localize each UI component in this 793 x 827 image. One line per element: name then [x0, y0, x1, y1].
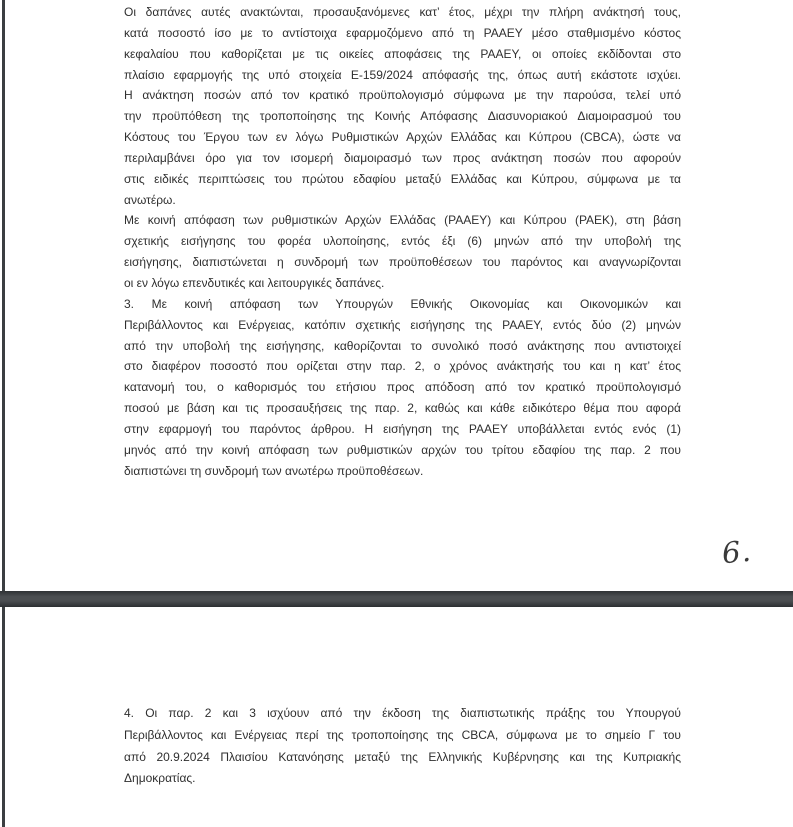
text-line: κατά ποσοστό ίσο με το αντίστοιχα εφαρμοζόμενο από τη ΡΑΑΕΥ μέσο σταθμισμένο κόστος: [124, 25, 681, 40]
text-line: ποσού με βάση και τις προσαυξήσεις της παρ. 2, καθώς και κάθε ειδικότερο θέμα που αφορά: [124, 401, 681, 416]
handwritten-page-number: 6.: [720, 533, 754, 571]
text-line: στην εφαρμογή του παρόντος άρθρου. Η εισήγηση της ΡΑΑΕΥ υποβάλλεται εντός ενός (1): [124, 421, 681, 436]
text-line: Με κοινή απόφαση των ρυθμιστικών Αρχών Ελλάδας (ΡΑΑΕΥ) και Κύπρου (ΡΑΕΚ), στη βάση: [124, 213, 681, 228]
page-separator-bar: [0, 591, 793, 607]
text-line: την προϋπόθεση της τροποποίησης της Κοινής Απόφασης Διασυνοριακού Διαμοιρασμού του: [124, 109, 681, 124]
text-line: οι εν λόγω επενδυτικές και λειτουργικές δαπάνες.: [124, 275, 385, 290]
text-line: 4. Οι παρ. 2 και 3 ισχύουν από την έκδοση της διαπιστωτικής πράξης του Υπουργού: [124, 706, 681, 720]
scan-left-edge-line: [2, 0, 5, 827]
page-bottom-text-block: [124, 703, 681, 790]
text-line: στο διαφέρον ποσοστό που ορίζεται στην παρ. 2, ο χρόνος ανάκτησής του και η κατ’ έτος: [124, 359, 681, 374]
text-line: εισήγησης, διαπιστώνεται η συνδρομή των προϋποθέσεων του παρόντος και αναγνωρίζονται: [124, 255, 681, 270]
text-line: Περιβάλλοντος και Ενέργειας, κατόπιν σχετικής εισήγησης της ΡΑΑΕΥ, εντός δύο (2) μηνών: [124, 317, 681, 332]
page-top-text-block: [124, 2, 681, 481]
text-line: Η ανάκτηση ποσών από τον κρατικό προϋπολογισμό σύμφωνα με την παρούσα, τελεί υπό: [124, 88, 681, 103]
text-line: σχετικής εισήγησης του φορέα υλοποίησης, εντός έξι (6) μηνών από την υποβολή της: [124, 234, 681, 249]
text-line: πλαίσιο εφαρμογής της υπό στοιχεία Ε-159/2024 απόφασής της, όπως αυτή εκάστοτε ισχύει.: [124, 67, 681, 82]
text-line: κεφαλαίου που καθορίζεται με τις οικείες αποφάσεις της ΡΑΑΕΥ, οι οποίες εκδίδονται στο: [124, 46, 681, 61]
text-line: 3. Με κοινή απόφαση των Υπουργών Εθνικής Οικονομίας και Οικονομικών και: [124, 296, 681, 311]
text-line: Περιβάλλοντος και Ενέργειας περί της τροποποίησης της CBCA, σύμφωνα με το σημείο Γ του: [124, 727, 681, 742]
text-line: περιλαμβάνει όρο για τον ισομερή διαμοιρασμό των προς ανάκτηση ποσών που αφορούν: [124, 150, 681, 165]
text-line: από την υποβολή της εισήγησης, καθορίζονται το συνολικό ποσό ανάκτησης που αντιστοιχεί: [124, 338, 681, 353]
text-line: ανωτέρω.: [124, 192, 176, 207]
text-line: μηνός από την κοινή απόφαση των ρυθμιστικών αρχών του τρίτου εδαφίου της παρ. 2 που: [124, 442, 681, 457]
text-line: Δημοκρατίας.: [124, 771, 196, 786]
document-page-bottom: [0, 607, 793, 827]
text-line: Κόστους του Έργου των εν λόγω Ρυθμιστικών Αρχών Ελλάδας και Κύπρου (CBCA), ώστε να: [124, 130, 681, 145]
text-line: διαπιστώνει τη συνδρομή των ανωτέρω προϋποθέσεων.: [124, 463, 424, 478]
text-line: κατανομή του, ο καθορισμός του ετήσιου προς απόδοση από τον κρατικό προϋπολογισμό: [124, 380, 681, 395]
text-line: Οι δαπάνες αυτές ανακτώνται, προσαυξανόμενες κατ’ έτος, μέχρι την πλήρη ανάκτησή τους,: [124, 5, 681, 19]
text-line: από 20.9.2024 Πλαισίου Κατανόησης μεταξύ της Ελληνικής Κυβέρνησης και της Κυπριακής: [124, 749, 681, 764]
text-line: στις ειδικές περιπτώσεις του πρώτου εδαφίου μεταξύ Ελλάδας και Κύπρου, σύμφωνα με τα: [124, 171, 681, 186]
